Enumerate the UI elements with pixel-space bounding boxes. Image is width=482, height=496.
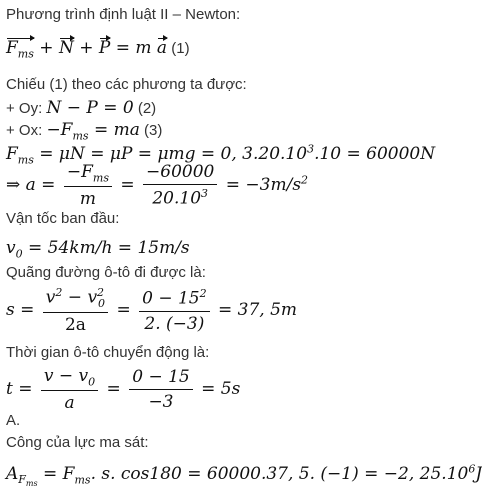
work-result-sup: 6 (468, 462, 476, 475)
time-fraction-1 (41, 366, 98, 413)
work-a-subsub: ms (25, 479, 38, 489)
ox-prefix: + Ox: (6, 122, 47, 139)
v0-sub: 0 (15, 247, 23, 261)
law-heading: Phương trình định luật II – Newton: (6, 6, 241, 23)
time-f1-num-text: v − v (43, 366, 89, 386)
accel-fraction-1 (64, 162, 112, 209)
time-heading: Thời gian ô-tô chuyển động là: (6, 344, 210, 361)
time-f2-denominator: −3 (129, 389, 193, 412)
accel-equals: = (114, 175, 141, 196)
distance-fraction-1 (43, 286, 108, 335)
accel-result: = −3m/s (220, 175, 302, 196)
distance-f2-numerator (139, 287, 210, 311)
distance-heading: Quãng đường ô-tô đi được là: (6, 264, 206, 281)
acceleration-vector (157, 38, 167, 58)
distance-calc: s = $\frac{v^2 - v^2_0}{2a}$ = $\frac{0 - 15^2}{2. (-3)}$ = 37, 5m (6, 286, 298, 336)
friction-work-heading: Công của lực ma sát: (6, 434, 149, 451)
work-a-sub: F (18, 473, 26, 487)
vector-p: P (98, 38, 111, 58)
accel-f2-denominator (143, 184, 217, 209)
acceleration-calc (6, 162, 463, 209)
distance-lead: s = (6, 300, 40, 321)
ox-lhs: −F (46, 120, 73, 140)
initial-velocity-heading: Vận tốc ban đầu: (6, 210, 120, 227)
friction-f-sub: ms (17, 153, 34, 167)
distance-minus-v0: − v (62, 287, 98, 308)
time-f2-numerator: 0 − 15 (132, 367, 190, 388)
accel-f2-numerator: −60000 (146, 162, 215, 183)
work-unit: J (475, 463, 482, 484)
time-calc: t = $\frac{v - v_0}{a}$ = $\frac{0 - 15}{-3}$ = 5s (6, 366, 241, 414)
oy-prefix: + Oy: (6, 100, 47, 117)
weight-vector (99, 38, 110, 58)
oy-equation: N − P = 0 (46, 98, 134, 118)
accel-f2-den-sup: 3 (201, 187, 209, 201)
time-lead: t = (6, 379, 38, 400)
distance-f1-denominator: 2a (43, 312, 108, 335)
answer-label: A. (6, 412, 21, 429)
accel-f1-denominator: m (64, 186, 112, 209)
time-result: = 5s (195, 379, 241, 400)
oy-projection (6, 98, 463, 118)
work-eq-f: = F (37, 463, 75, 484)
accel-f1-num-text: −F (66, 162, 93, 182)
time-f1-numerator (41, 366, 98, 390)
distance-f2-num-sup: 2 (199, 287, 207, 301)
accel-f1-num-sub: ms (92, 171, 109, 185)
friction-rest: = μN = μP = μmg = 0, 3.20.10 (33, 143, 308, 164)
distance-v0-sub: 0 (98, 297, 106, 311)
accel-f2-den-text: 20.10 (152, 189, 202, 210)
accel-lead: ⇒ a = (6, 175, 61, 196)
distance-v-sup: 2 (55, 286, 63, 299)
equation-tag-1: (1) (171, 40, 190, 57)
accel-f1-numerator (64, 162, 112, 186)
vector-f: F (6, 38, 18, 58)
friction-work-calc (6, 462, 482, 489)
ox-projection (6, 120, 463, 142)
work-a: A (6, 463, 19, 484)
accel-fraction-2 (143, 162, 217, 209)
friction-f: F (6, 143, 18, 164)
time-fraction-2 (129, 367, 193, 412)
ox-rhs: = ma (88, 120, 140, 140)
friction-result: .10 = 60000N (314, 143, 436, 164)
time-f1-num-sub: 0 (88, 375, 96, 389)
v0-symbol: v (6, 238, 16, 258)
distance-v0-sup: 2 (97, 286, 105, 299)
distance-f1-numerator (43, 286, 108, 312)
v0-value: = 54km/h = 15m/s (22, 238, 190, 258)
friction-exponent: 3 (307, 142, 315, 155)
vector-n: N (58, 38, 74, 58)
vector-rhs-mass: m (135, 38, 152, 58)
distance-f2-denominator: 2. (−3) (139, 311, 210, 334)
work-result: . s. cos180 = 60000.37, 5. (−1) = −2, 25.10 (90, 463, 469, 484)
newton-vector-equation: $F_{ms} + N + P = m$ a (1) (6, 38, 190, 61)
ox-lhs-sub: ms (72, 129, 89, 143)
work-f-sub: ms (74, 473, 91, 487)
distance-result: = 37, 5m (212, 300, 298, 321)
equation-tag-2: (2) (137, 100, 157, 117)
time-f1-denominator: a (41, 390, 98, 413)
normal-vector (59, 38, 74, 58)
distance-fraction-2 (139, 287, 210, 334)
projection-heading: Chiếu (1) theo các phương ta được: (6, 76, 247, 93)
distance-v: v (45, 287, 56, 308)
vector-a: a (156, 38, 168, 58)
friction-vector (6, 38, 34, 60)
equation-tag-3: (3) (144, 122, 163, 139)
vector-f-sub: ms (17, 47, 34, 61)
initial-velocity-eq (6, 238, 463, 260)
accel-result-sup: 2 (301, 173, 309, 187)
distance-f2-num-text: 0 − 15 (142, 288, 200, 309)
